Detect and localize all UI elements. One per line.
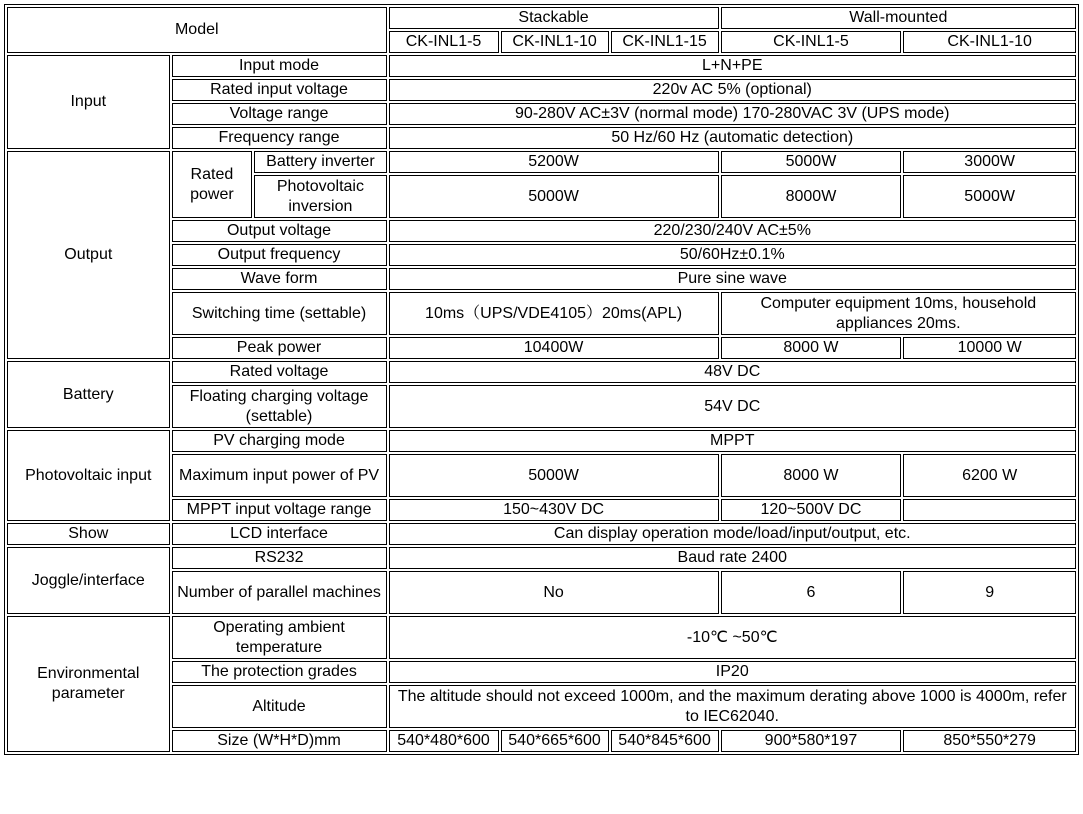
row-value: L+N+PE	[389, 55, 1076, 77]
stackable-header: Stackable	[389, 7, 719, 29]
row-value: 54V DC	[389, 385, 1076, 428]
row-value: The altitude should not exceed 1000m, and the maximum derating above 1000 is 4000m, refer to IEC62040.	[389, 685, 1076, 728]
row-label: The protection grades	[172, 661, 387, 683]
row-value: 90-280V AC±3V (normal mode) 170-280VAC 3V (UPS mode)	[389, 103, 1076, 125]
row-value: 900*580*197	[721, 730, 902, 752]
row-label: LCD interface	[172, 523, 387, 545]
table-row	[7, 523, 1076, 545]
output-group-label: Output	[7, 151, 170, 359]
show-group-label: Show	[7, 523, 170, 545]
row-label: Output frequency	[172, 244, 387, 266]
row-value: 48V DC	[389, 361, 1076, 383]
row-value: 10000 W	[903, 337, 1076, 359]
row-label: Rated input voltage	[172, 79, 387, 101]
row-value: 120~500V DC	[721, 499, 902, 521]
row-label: PV charging mode	[172, 430, 387, 452]
row-value: 5200W	[389, 151, 719, 173]
table-row	[7, 361, 1076, 383]
model-name: CK-INL1-5	[721, 31, 902, 53]
row-value: 50 Hz/60 Hz (automatic detection)	[389, 127, 1076, 149]
row-label: Output voltage	[172, 220, 387, 242]
row-value: 10ms（UPS/VDE4105）20ms(APL)	[389, 292, 719, 335]
input-group-label: Input	[7, 55, 170, 149]
spec-table	[4, 4, 1079, 755]
row-label: Wave form	[172, 268, 387, 290]
row-value: 5000W	[903, 175, 1076, 218]
row-value: Baud rate 2400	[389, 547, 1076, 569]
row-label: MPPT input voltage range	[172, 499, 387, 521]
table-row	[7, 151, 1076, 173]
row-label: Floating charging voltage (settable)	[172, 385, 387, 428]
row-value: 8000W	[721, 175, 902, 218]
row-value: Computer equipment 10ms, household appliances 20ms.	[721, 292, 1076, 335]
row-value: 150~430V DC	[389, 499, 719, 521]
row-label: Switching time (settable)	[172, 292, 387, 335]
joggle-group-label: Joggle/interface	[7, 547, 170, 614]
row-value: MPPT	[389, 430, 1076, 452]
row-value: 50/60Hz±0.1%	[389, 244, 1076, 266]
row-value	[903, 499, 1076, 521]
row-value: Pure sine wave	[389, 268, 1076, 290]
row-label: Input mode	[172, 55, 387, 77]
row-label: Number of parallel machines	[172, 571, 387, 614]
row-value: 540*480*600	[389, 730, 499, 752]
row-value: 10400W	[389, 337, 719, 359]
row-value: IP20	[389, 661, 1076, 683]
row-label: Photovoltaic inversion	[254, 175, 386, 218]
row-value: 5000W	[389, 454, 719, 497]
row-value: 850*550*279	[903, 730, 1076, 752]
row-value: 540*665*600	[501, 730, 609, 752]
table-row	[7, 55, 1076, 77]
row-value: 6	[721, 571, 902, 614]
model-name: CK-INL1-10	[501, 31, 609, 53]
pv-input-group-label: Photovoltaic input	[7, 430, 170, 521]
table-row	[7, 430, 1076, 452]
row-label: Peak power	[172, 337, 387, 359]
row-label: Size (W*H*D)mm	[172, 730, 387, 752]
row-value: 8000 W	[721, 454, 902, 497]
row-label: Operating ambient temperature	[172, 616, 387, 659]
model-name: CK-INL1-10	[903, 31, 1076, 53]
row-value: 8000 W	[721, 337, 902, 359]
row-value: -10℃ ~50℃	[389, 616, 1076, 659]
row-value: 5000W	[389, 175, 719, 218]
row-value: 3000W	[903, 151, 1076, 173]
model-name: CK-INL1-5	[389, 31, 499, 53]
wall-mounted-header: Wall-mounted	[721, 7, 1076, 29]
header-row-1	[7, 7, 1076, 29]
row-value: 5000W	[721, 151, 902, 173]
row-label: Maximum input power of PV	[172, 454, 387, 497]
rated-power-label: Rated power	[172, 151, 253, 218]
row-value: 9	[903, 571, 1076, 614]
table-row	[7, 547, 1076, 569]
row-label: Frequency range	[172, 127, 387, 149]
model-header: Model	[7, 7, 387, 53]
row-value: 220v AC 5% (optional)	[389, 79, 1076, 101]
row-label: Battery inverter	[254, 151, 386, 173]
row-label: Rated voltage	[172, 361, 387, 383]
row-label: Voltage range	[172, 103, 387, 125]
table-row	[7, 616, 1076, 659]
row-value: 540*845*600	[611, 730, 719, 752]
row-value: Can display operation mode/load/input/output, etc.	[389, 523, 1076, 545]
row-value: No	[389, 571, 719, 614]
model-name: CK-INL1-15	[611, 31, 719, 53]
row-label: Altitude	[172, 685, 387, 728]
row-value: 6200 W	[903, 454, 1076, 497]
row-value: 220/230/240V AC±5%	[389, 220, 1076, 242]
battery-group-label: Battery	[7, 361, 170, 428]
environment-group-label: Environmental parameter	[7, 616, 170, 752]
row-label: RS232	[172, 547, 387, 569]
